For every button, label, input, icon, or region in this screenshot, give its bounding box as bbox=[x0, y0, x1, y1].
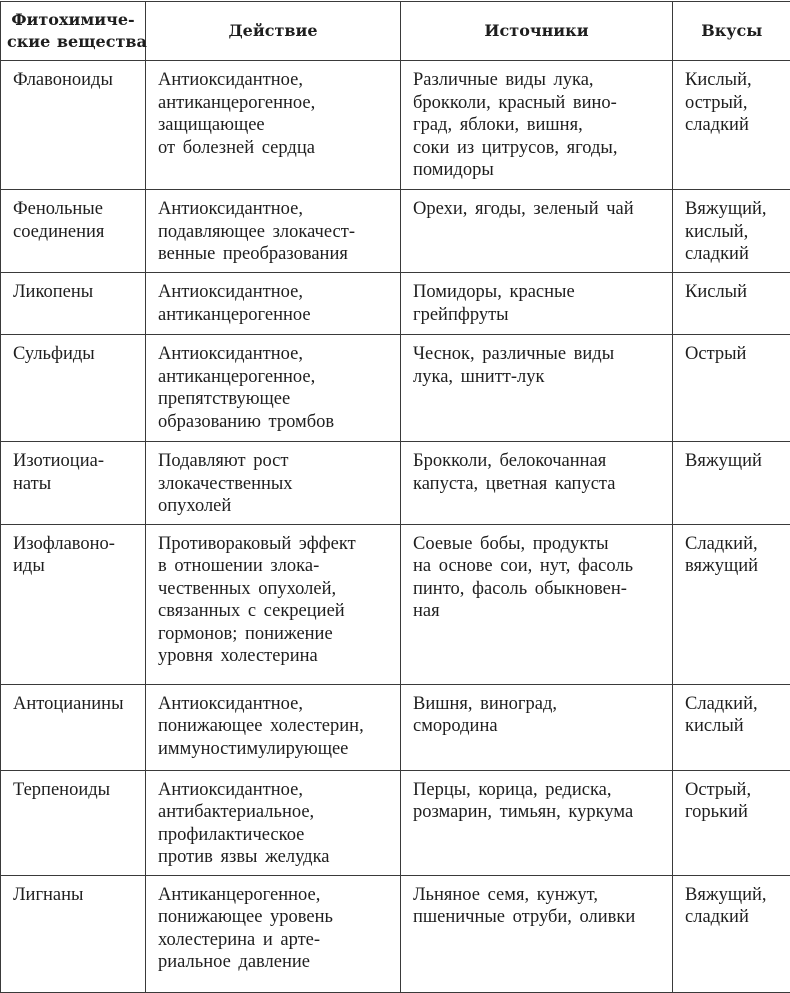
table-header-row bbox=[1, 2, 790, 61]
cell-line: Вяжущий, bbox=[685, 884, 783, 907]
header-line: Фитохимиче- bbox=[7, 9, 139, 31]
cell-line: холестерина и арте- bbox=[158, 929, 392, 952]
cell-line: соединения bbox=[13, 221, 137, 244]
cell-line: Вишня, виноград, bbox=[413, 693, 664, 716]
cell-line: образованию тромбов bbox=[158, 411, 392, 434]
cell-line: антиканцерогенное, bbox=[158, 92, 392, 115]
cell-tastes bbox=[673, 684, 790, 770]
cell-line: Подавляют рост bbox=[158, 450, 392, 473]
table-row bbox=[1, 273, 790, 335]
cell-tastes bbox=[673, 61, 790, 190]
cell-line: антибактериальное, bbox=[158, 801, 392, 824]
cell-substance bbox=[1, 684, 146, 770]
header-tastes bbox=[673, 2, 790, 61]
cell-line: связанных с секрецией bbox=[158, 600, 392, 623]
cell-action bbox=[146, 875, 401, 992]
cell-action bbox=[146, 335, 401, 442]
cell-line: на основе сои, нут, фасоль bbox=[413, 555, 664, 578]
table-row bbox=[1, 875, 790, 992]
cell-substance bbox=[1, 190, 146, 273]
cell-line: град, яблоки, вишня, bbox=[413, 114, 664, 137]
cell-sources bbox=[401, 273, 673, 335]
header-action bbox=[146, 2, 401, 61]
cell-line: Вяжущий bbox=[685, 450, 783, 473]
cell-line: злокачественных bbox=[158, 473, 392, 496]
cell-line: Помидоры, красные bbox=[413, 281, 664, 304]
cell-line: иды bbox=[13, 555, 137, 578]
cell-line: Кислый, bbox=[685, 69, 783, 92]
table-row bbox=[1, 524, 790, 684]
cell-line: Изофлавоно- bbox=[13, 533, 137, 556]
cell-line: Ликопены bbox=[13, 281, 137, 304]
cell-line: Острый, bbox=[685, 779, 783, 802]
cell-line: Льняное семя, кунжут, bbox=[413, 884, 664, 907]
cell-line: горький bbox=[685, 801, 783, 824]
cell-line: Антиоксидантное, bbox=[158, 779, 392, 802]
cell-line: Брокколи, белокочанная bbox=[413, 450, 664, 473]
cell-line: Антиоксидантное, bbox=[158, 343, 392, 366]
header-sources bbox=[401, 2, 673, 61]
cell-line: сладкий bbox=[685, 243, 783, 266]
cell-line: понижающее холестерин, bbox=[158, 715, 392, 738]
cell-line: Соевые бобы, продукты bbox=[413, 533, 664, 556]
cell-line: Антоцианины bbox=[13, 693, 137, 716]
cell-line: сладкий bbox=[685, 906, 783, 929]
cell-line: пшеничные отруби, оливки bbox=[413, 906, 664, 929]
cell-sources bbox=[401, 61, 673, 190]
header-line: Действие bbox=[152, 20, 394, 42]
cell-line: Антиканцерогенное, bbox=[158, 884, 392, 907]
cell-line: Острый bbox=[685, 343, 783, 366]
cell-line: Изотиоциа- bbox=[13, 450, 137, 473]
cell-line: антиканцерогенное, bbox=[158, 366, 392, 389]
header-line: Вкусы bbox=[679, 20, 785, 42]
cell-line: против язвы желудка bbox=[158, 846, 392, 869]
table-row bbox=[1, 770, 790, 875]
cell-line: уровня холестерина bbox=[158, 645, 392, 668]
cell-substance bbox=[1, 875, 146, 992]
cell-sources bbox=[401, 684, 673, 770]
cell-line: Орехи, ягоды, зеленый чай bbox=[413, 198, 664, 221]
cell-line: Флавоноиды bbox=[13, 69, 137, 92]
cell-action bbox=[146, 770, 401, 875]
cell-tastes bbox=[673, 875, 790, 992]
cell-substance bbox=[1, 442, 146, 525]
cell-sources bbox=[401, 442, 673, 525]
cell-action bbox=[146, 524, 401, 684]
cell-line: смородина bbox=[413, 715, 664, 738]
cell-line: Чеснок, различные виды bbox=[413, 343, 664, 366]
cell-line: венные преобразования bbox=[158, 243, 392, 266]
header-substances bbox=[1, 2, 146, 61]
cell-line: Терпеноиды bbox=[13, 779, 137, 802]
cell-line: лука, шнитт-лук bbox=[413, 366, 664, 389]
cell-substance bbox=[1, 61, 146, 190]
cell-line: от болезней сердца bbox=[158, 137, 392, 160]
cell-line: Перцы, корица, редиска, bbox=[413, 779, 664, 802]
cell-substance bbox=[1, 524, 146, 684]
cell-line: помидоры bbox=[413, 159, 664, 182]
cell-line: капуста, цветная капуста bbox=[413, 473, 664, 496]
cell-line: розмарин, тимьян, куркума bbox=[413, 801, 664, 824]
cell-line: иммуностимулирующее bbox=[158, 738, 392, 761]
cell-tastes bbox=[673, 335, 790, 442]
table-row bbox=[1, 190, 790, 273]
cell-sources bbox=[401, 190, 673, 273]
cell-line: Сладкий, bbox=[685, 533, 783, 556]
cell-line: понижающее уровень bbox=[158, 906, 392, 929]
cell-action bbox=[146, 684, 401, 770]
table-row bbox=[1, 335, 790, 442]
cell-line: Фенольные bbox=[13, 198, 137, 221]
cell-line: чественных опухолей, bbox=[158, 578, 392, 601]
cell-sources bbox=[401, 335, 673, 442]
cell-sources bbox=[401, 524, 673, 684]
cell-action bbox=[146, 442, 401, 525]
phytochemicals-table bbox=[0, 1, 790, 993]
cell-line: наты bbox=[13, 473, 137, 496]
cell-line: кислый bbox=[685, 715, 783, 738]
header-line: Источники bbox=[407, 20, 666, 42]
cell-substance bbox=[1, 770, 146, 875]
cell-line: гормонов; понижение bbox=[158, 623, 392, 646]
cell-line: Различные виды лука, bbox=[413, 69, 664, 92]
cell-sources bbox=[401, 770, 673, 875]
cell-line: Противораковый эффект bbox=[158, 533, 392, 556]
cell-line: Вяжущий, bbox=[685, 198, 783, 221]
cell-sources bbox=[401, 875, 673, 992]
cell-line: вяжущий bbox=[685, 555, 783, 578]
cell-line: острый, bbox=[685, 92, 783, 115]
cell-line: грейпфруты bbox=[413, 304, 664, 327]
table-row bbox=[1, 442, 790, 525]
table-row bbox=[1, 684, 790, 770]
cell-line: препятствующее bbox=[158, 388, 392, 411]
table-row bbox=[1, 61, 790, 190]
cell-action bbox=[146, 190, 401, 273]
cell-line: Лигнаны bbox=[13, 884, 137, 907]
cell-line: пинто, фасоль обыкновен- bbox=[413, 578, 664, 601]
cell-line: в отношении злока- bbox=[158, 555, 392, 578]
cell-line: брокколи, красный вино- bbox=[413, 92, 664, 115]
cell-tastes bbox=[673, 442, 790, 525]
cell-line: риальное давление bbox=[158, 951, 392, 974]
cell-tastes bbox=[673, 524, 790, 684]
cell-tastes bbox=[673, 770, 790, 875]
cell-tastes bbox=[673, 190, 790, 273]
cell-substance bbox=[1, 335, 146, 442]
cell-tastes bbox=[673, 273, 790, 335]
cell-line: Антиоксидантное, bbox=[158, 198, 392, 221]
cell-line: подавляющее злокачест- bbox=[158, 221, 392, 244]
cell-line: кислый, bbox=[685, 221, 783, 244]
cell-line: Антиоксидантное, bbox=[158, 281, 392, 304]
cell-line: антиканцерогенное bbox=[158, 304, 392, 327]
cell-action bbox=[146, 61, 401, 190]
cell-substance bbox=[1, 273, 146, 335]
cell-line: Антиоксидантное, bbox=[158, 693, 392, 716]
cell-line: опухолей bbox=[158, 495, 392, 518]
cell-line: защищающее bbox=[158, 114, 392, 137]
cell-line: Антиоксидантное, bbox=[158, 69, 392, 92]
table-body bbox=[1, 61, 790, 993]
cell-line: Сульфиды bbox=[13, 343, 137, 366]
cell-action bbox=[146, 273, 401, 335]
cell-line: сладкий bbox=[685, 114, 783, 137]
cell-line: профилактическое bbox=[158, 824, 392, 847]
cell-line: Кислый bbox=[685, 281, 783, 304]
cell-line: Сладкий, bbox=[685, 693, 783, 716]
cell-line: ная bbox=[413, 600, 664, 623]
cell-line: соки из цитрусов, ягоды, bbox=[413, 137, 664, 160]
header-line: ские вещества bbox=[7, 31, 139, 53]
